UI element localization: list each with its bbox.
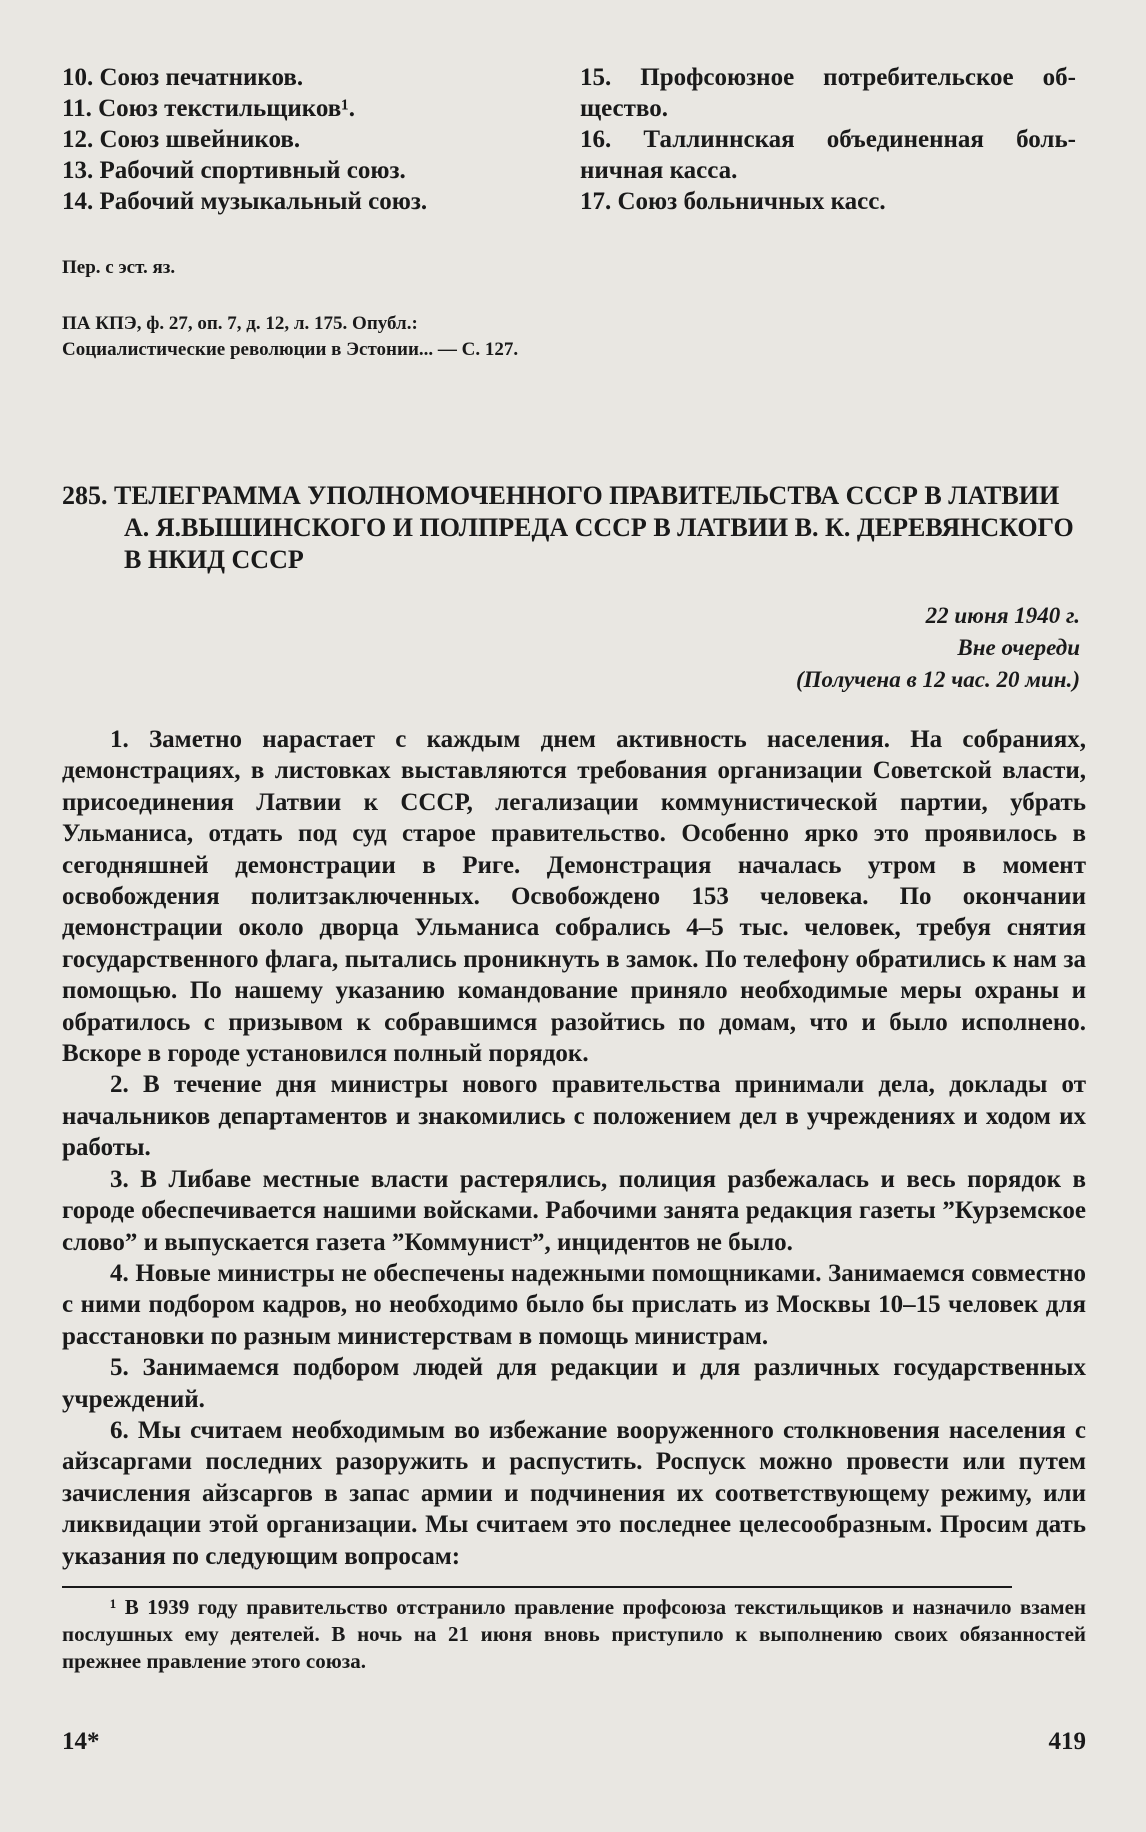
union-item: 17. Союз больничных касс. xyxy=(580,188,886,215)
paragraph: 3. В Либаве местные власти растерялись, полиция разбежалась и весь порядок в городе обеспечивается нашими войсками. Рабочими занята редакция газеты ”Курземское слово” и выпускается газета ”Коммунист”, инцидентов не было. xyxy=(62,1165,1086,1256)
footnote: ¹ В 1939 году правительство отстранило правление профсоюза текстильщиков и назначило взамен послушных ему деятелей. В ночь на 21 июня вновь приступило к выполнению своих обязанностей прежнее правление этого союза. xyxy=(62,1594,1086,1673)
union-item-continuation: щество. xyxy=(580,95,668,122)
footnote-divider xyxy=(62,1586,1012,1588)
translation-note: Пер. с эст. яз. xyxy=(62,257,176,278)
signature-mark: 14* xyxy=(62,1728,100,1755)
unions-left-column xyxy=(62,62,572,217)
title-line: В НКИД СССР xyxy=(124,545,304,574)
union-item: 11. Союз текстильщиков¹. xyxy=(62,95,355,122)
document-meta xyxy=(62,600,1086,696)
union-item: 10. Союз печатников. xyxy=(62,64,304,91)
document-date: 22 июня 1940 г. xyxy=(925,603,1080,628)
source-line: Социалистические революции в Эстонии... — С. 127. xyxy=(62,339,519,360)
page-number: 419 xyxy=(1048,1728,1086,1755)
paragraph: 4. Новые министры не обеспечены надежными помощниками. Занимаемся совместно с ними подбором кадров, но необходимо было бы прислать из Москвы 10–15 человек для расстановки по разным министерствам в помощь министрам. xyxy=(62,1259,1086,1350)
paragraph: 2. В течение дня министры нового правительства принимали дела, доклады от начальников департаментов и знакомились с положением дел в учреждениях и ходом их работы. xyxy=(62,1071,1086,1162)
source-line: ПА КПЭ, ф. 27, оп. 7, д. 12, л. 175. Опубл.: xyxy=(62,313,418,334)
union-item: 15. Профсоюзное потребительское об- xyxy=(580,64,1076,91)
unions-list xyxy=(62,62,1086,217)
title-line: 285. ТЕЛЕГРАММА УПОЛНОМОЧЕННОГО ПРАВИТЕЛЬСТВА СССР В ЛАТВИИ xyxy=(62,481,1060,510)
document-body xyxy=(62,724,1086,1572)
paragraph: 6. Мы считаем необходимым во избежание вооруженного столкновения населения с айзсаргами последних разоружить и распустить. Роспуск можно провести или путем зачисления айзсаргов в запас армии и подчинения их соответствующему режиму, или ликвидации этой организации. Мы считаем это последнее целесообразным. Просим дать указания по следующим вопросам: xyxy=(62,1416,1086,1570)
title-line: А. Я.ВЫШИНСКОГО И ПОЛПРЕДА СССР В ЛАТВИИ В. К. ДЕРЕВЯНСКОГО xyxy=(124,513,1074,542)
paragraph: 1. Заметно нарастает с каждым днем активность населения. На собраниях, демонстрациях, в листовках выставляются требования организации Советской власти, присоединения Латвии к СССР, легализации коммунистической партии, убрать Ульманиса, отдать под суд старое правительство. Особенно ярко это проявилось в сегодняшней демонстрации в Риге. Демонстрация началась утром в момент освобождения политзаключенных. Освобождено 153 человека. По окончании демонстрации около дворца Ульманиса собрались 4–5 тыс. человек, требуя снятия государственного флага, пытались проникнуть в замок. По телефону обратились к нам за помощью. По нашему указанию командование приняло необходимые меры охраны и обратилось с призывом к собравшимся разойтись по домам, что и было исполнено. Вскоре в городе установился полный порядок. xyxy=(62,726,1086,1068)
source-reference xyxy=(62,311,1086,363)
union-item-continuation: ничная касса. xyxy=(580,157,738,184)
unions-right-column xyxy=(580,62,1076,217)
document-priority: Вне очереди xyxy=(957,635,1080,660)
union-item: 14. Рабочий музыкальный союз. xyxy=(62,188,428,215)
paragraph: 5. Занимаемся подбором людей для редакции и для различных государственных учреждений. xyxy=(62,1354,1086,1413)
union-item: 13. Рабочий спортивный союз. xyxy=(62,157,406,184)
page-footer xyxy=(62,1728,1086,1756)
document-title xyxy=(62,480,1086,576)
union-item: 12. Союз швейников. xyxy=(62,126,301,153)
union-item: 16. Таллиннская объединенная боль- xyxy=(580,126,1076,153)
document-received: (Получена в 12 час. 20 мин.) xyxy=(795,667,1080,692)
